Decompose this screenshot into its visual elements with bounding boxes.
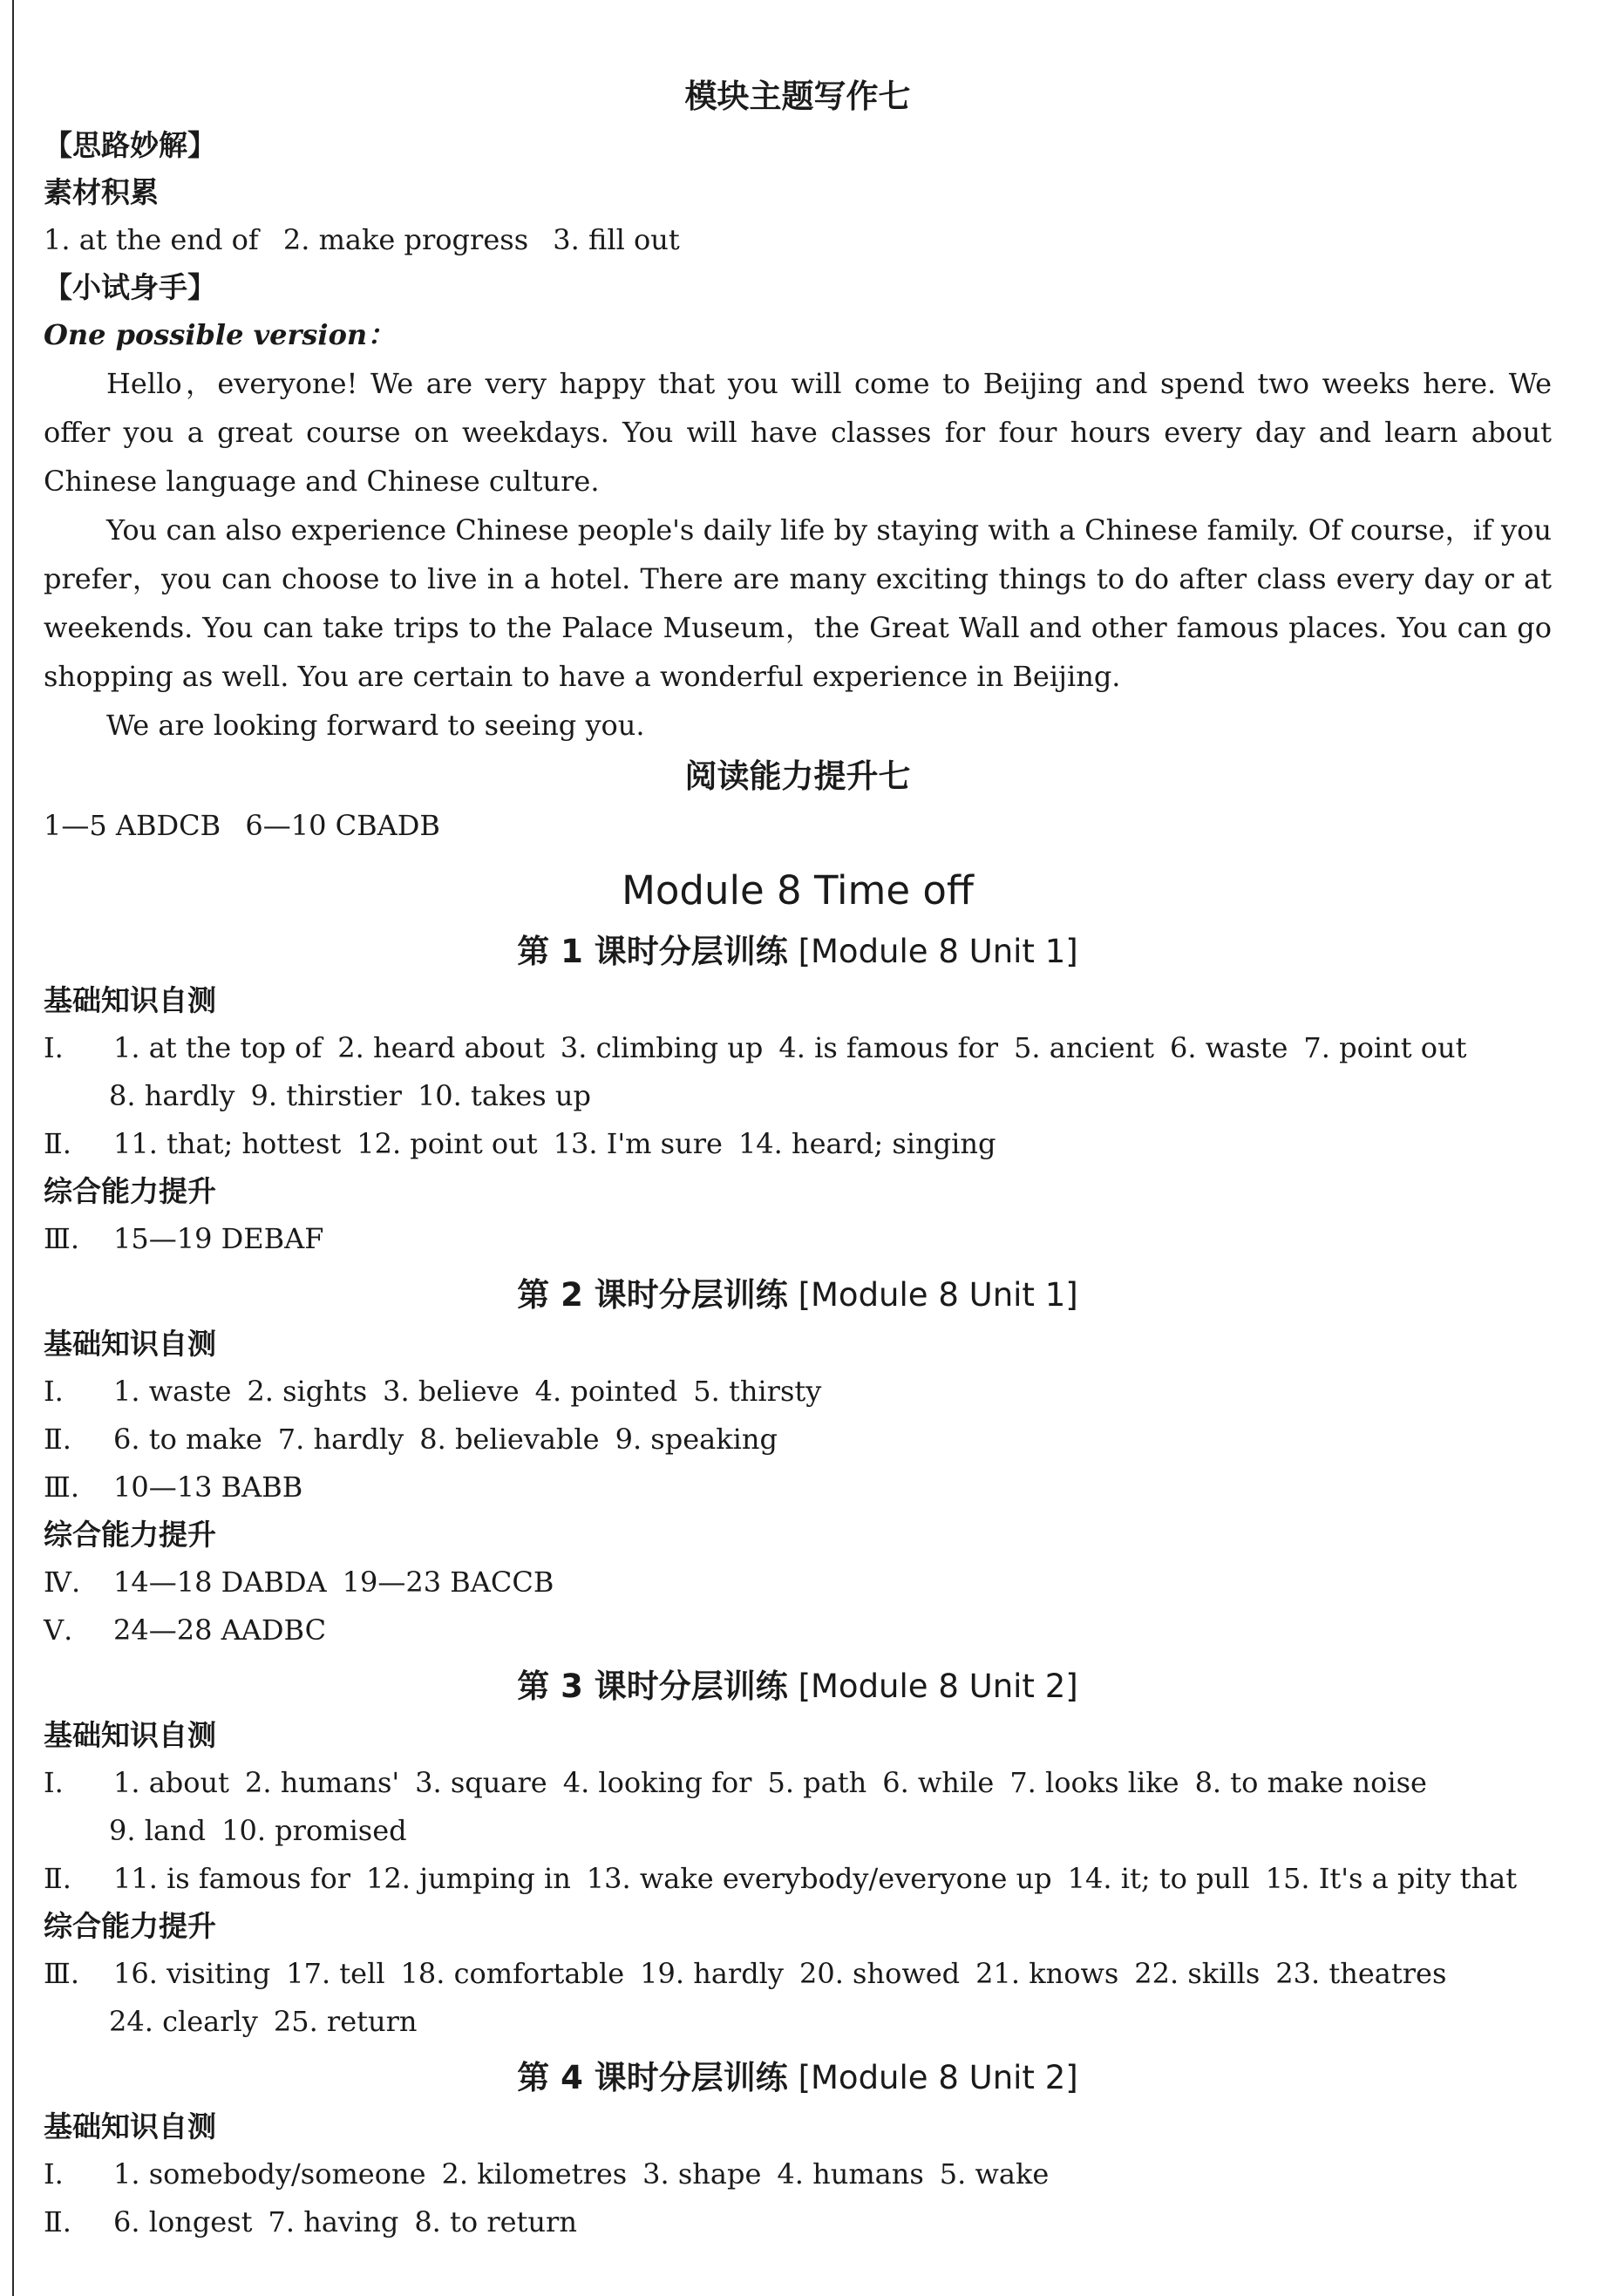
answer-item: 14. heard; singing xyxy=(737,1127,996,1160)
answer-item: 2. heard about xyxy=(337,1031,545,1064)
answer-item: 10—13 BABB xyxy=(113,1471,303,1504)
answer-item: 6—10 CBADB xyxy=(245,809,440,842)
answer-item: 24. clearly xyxy=(109,2005,258,2038)
answer-item: 7. hardly xyxy=(277,1423,404,1456)
lesson-title xyxy=(44,927,1552,977)
answer-item: 20. showed xyxy=(798,1957,961,1990)
answer-item: 2. kilometres xyxy=(441,2157,628,2191)
roman-numeral: Ⅰ. xyxy=(44,2157,64,2191)
answer-item: 6. longest xyxy=(113,2205,253,2238)
answer-item: 2. sights xyxy=(247,1375,368,1408)
answer-line xyxy=(44,1416,1552,1464)
essay-paragraph: We are looking forward to seeing you. xyxy=(106,709,645,742)
lesson-title-en: [Module 8 Unit 1] xyxy=(798,1276,1078,1314)
answer-item: 8. to return xyxy=(414,2205,577,2238)
lesson-title-zh: 第 2 课时分层训练 xyxy=(517,1276,788,1314)
answer-item: 2. make progress xyxy=(282,223,529,256)
answer-item: 14—18 DABDA xyxy=(113,1566,327,1599)
answer-item: 7. looks like xyxy=(1009,1766,1179,1799)
answer-item: 25. return xyxy=(273,2005,418,2038)
answer-item: 3. climbing up xyxy=(560,1031,764,1064)
answer-item: 19. hardly xyxy=(640,1957,784,1990)
lesson-title-zh: 第 1 课时分层训练 xyxy=(517,933,788,970)
answer-line-continued xyxy=(44,1998,1552,2046)
answer-item: 9. speaking xyxy=(615,1423,778,1456)
sucai-answers xyxy=(44,216,1552,264)
answer-item: 13. I'm sure xyxy=(553,1127,723,1160)
answer-item: 4. is famous for xyxy=(778,1031,999,1064)
answer-item: 22. skills xyxy=(1134,1957,1261,1990)
lesson-title-en: [Module 8 Unit 2] xyxy=(798,1668,1078,1705)
answer-item: 5. thirsty xyxy=(693,1375,822,1408)
essay-paragraph: Hello，everyone! We are very happy that you will come to Beijing and spend two weeks here. We offer you a great course on weekdays. You will have classes for four hours every day and learn about Chinese language and Chinese culture. xyxy=(44,367,1552,498)
answer-line xyxy=(44,1559,1552,1607)
roman-numeral: Ⅱ. xyxy=(44,1862,71,1895)
answer-item: 3. square xyxy=(415,1766,547,1799)
essay-paragraph: You can also experience Chinese people's daily life by staying with a Chinese family. Of course，if you prefer，you can choose to live in a hotel. There are many exciting things to do after class every day or at weekends. You can take trips to the Palace Museum，the Great Wall and other famous places. You can go shopping as well. You are certain to have a wonderful experience in Beijing. xyxy=(44,513,1553,693)
answer-item: 1. at the end of xyxy=(44,223,259,256)
subsection-label: 综合能力提升 xyxy=(44,1174,216,1208)
answer-item: 4. humans xyxy=(777,2157,924,2191)
answer-item: 6. waste xyxy=(1170,1031,1288,1064)
label-silu: 【思路妙解】 xyxy=(44,128,216,162)
answer-item: 5. ancient xyxy=(1014,1031,1154,1064)
label-xiaoshi: 【小试身手】 xyxy=(44,270,216,304)
answer-item: 9. thirstier xyxy=(250,1079,402,1112)
answer-item: 14. it; to pull xyxy=(1067,1862,1250,1895)
roman-numeral: Ⅲ. xyxy=(44,1471,80,1504)
roman-numeral: Ⅱ. xyxy=(44,2205,71,2238)
lesson-title xyxy=(44,1270,1552,1321)
answer-item: 5. wake xyxy=(939,2157,1050,2191)
answer-item: 6. while xyxy=(882,1766,995,1799)
answer-line-continued xyxy=(44,1807,1552,1855)
answer-item: 11. that; hottest xyxy=(113,1127,342,1160)
answer-item: 10. promised xyxy=(221,1814,407,1847)
answer-item: 5. path xyxy=(767,1766,867,1799)
page-spine-line xyxy=(12,0,14,2296)
label-sucai: 素材积累 xyxy=(44,175,159,209)
roman-numeral: Ⅳ. xyxy=(44,1566,81,1599)
version-label: One possible version： xyxy=(44,318,396,351)
answer-item: 13. wake everybody/everyone up xyxy=(586,1862,1052,1895)
answer-item: 19—23 BACCB xyxy=(342,1566,554,1599)
roman-numeral: Ⅱ. xyxy=(44,1127,71,1160)
answer-line-continued xyxy=(44,1072,1552,1120)
answer-item: 23. theatres xyxy=(1275,1957,1447,1990)
answer-item: 1. waste xyxy=(113,1375,232,1408)
answer-item: 3. shape xyxy=(642,2157,762,2191)
roman-numeral: Ⅲ. xyxy=(44,1222,80,1255)
answer-item: 1. at the top of xyxy=(113,1031,323,1064)
lesson-title-zh: 第 3 课时分层训练 xyxy=(517,1668,788,1705)
answer-item: 17. tell xyxy=(286,1957,385,1990)
answer-line xyxy=(44,1120,1552,1168)
answer-item: 18. comfortable xyxy=(400,1957,625,1990)
answer-line xyxy=(44,1607,1552,1654)
subsection-label: 基础知识自测 xyxy=(44,983,216,1017)
answer-line xyxy=(44,1950,1552,1998)
lessons-container xyxy=(44,927,1552,2246)
answer-item: 4. looking for xyxy=(562,1766,752,1799)
answer-item: 24—28 AADBC xyxy=(113,1613,327,1647)
answer-line xyxy=(44,2198,1552,2246)
answer-line xyxy=(44,1368,1552,1416)
answer-item: 16. visiting xyxy=(113,1957,271,1990)
answer-item: 12. point out xyxy=(357,1127,538,1160)
answer-line xyxy=(44,1759,1552,1807)
reading-answers xyxy=(44,802,1552,850)
answer-item: 12. jumping in xyxy=(366,1862,571,1895)
answer-item: 3. fill out xyxy=(553,223,680,256)
answer-item: 3. believe xyxy=(383,1375,520,1408)
answer-item: 8. believable xyxy=(419,1423,600,1456)
lesson-title xyxy=(44,1661,1552,1712)
answer-item: 8. hardly xyxy=(109,1079,235,1112)
roman-numeral: Ⅰ. xyxy=(44,1766,64,1799)
answer-line xyxy=(44,1855,1552,1903)
answer-item: 6. to make xyxy=(113,1423,262,1456)
answer-item: 4. pointed xyxy=(534,1375,678,1408)
answer-line xyxy=(44,1215,1552,1263)
answer-item: 9. land xyxy=(109,1814,207,1847)
answer-line xyxy=(44,1464,1552,1511)
section-title: 模块主题写作七 xyxy=(684,78,911,115)
answer-line xyxy=(44,2150,1552,2198)
answer-item: 1—5 ABDCB xyxy=(44,809,221,842)
module-title: Module 8 Time off xyxy=(622,867,974,914)
answer-item: 8. to make noise xyxy=(1194,1766,1427,1799)
answer-item: 1. about xyxy=(113,1766,229,1799)
answer-page xyxy=(44,70,1552,2246)
answer-item: 7. having xyxy=(268,2205,399,2238)
subsection-label: 基础知识自测 xyxy=(44,2109,216,2143)
answer-item: 11. is famous for xyxy=(113,1862,351,1895)
answer-item: 7. point out xyxy=(1303,1031,1467,1064)
roman-numeral: Ⅰ. xyxy=(44,1031,64,1064)
subsection-label: 基础知识自测 xyxy=(44,1327,216,1361)
answer-item: 1. somebody/someone xyxy=(113,2157,426,2191)
roman-numeral: Ⅰ. xyxy=(44,1375,64,1408)
answer-item: 2. humans' xyxy=(245,1766,400,1799)
reading-title: 阅读能力提升七 xyxy=(684,757,911,795)
roman-numeral: Ⅱ. xyxy=(44,1423,71,1456)
lesson-title-zh: 第 4 课时分层训练 xyxy=(517,2059,788,2096)
subsection-label: 综合能力提升 xyxy=(44,1518,216,1552)
subsection-label: 综合能力提升 xyxy=(44,1909,216,1943)
answer-item: 10. takes up xyxy=(417,1079,591,1112)
answer-line xyxy=(44,1024,1552,1072)
lesson-title-en: [Module 8 Unit 2] xyxy=(798,2059,1078,2096)
answer-item: 15—19 DEBAF xyxy=(113,1222,324,1255)
answer-item: 21. knows xyxy=(975,1957,1119,1990)
lesson-title xyxy=(44,2053,1552,2103)
lesson-title-en: [Module 8 Unit 1] xyxy=(798,933,1078,970)
answer-item: 15. It's a pity that xyxy=(1265,1862,1518,1895)
subsection-label: 基础知识自测 xyxy=(44,1718,216,1752)
roman-numeral: Ⅲ. xyxy=(44,1957,80,1990)
roman-numeral: Ⅴ. xyxy=(44,1613,73,1647)
